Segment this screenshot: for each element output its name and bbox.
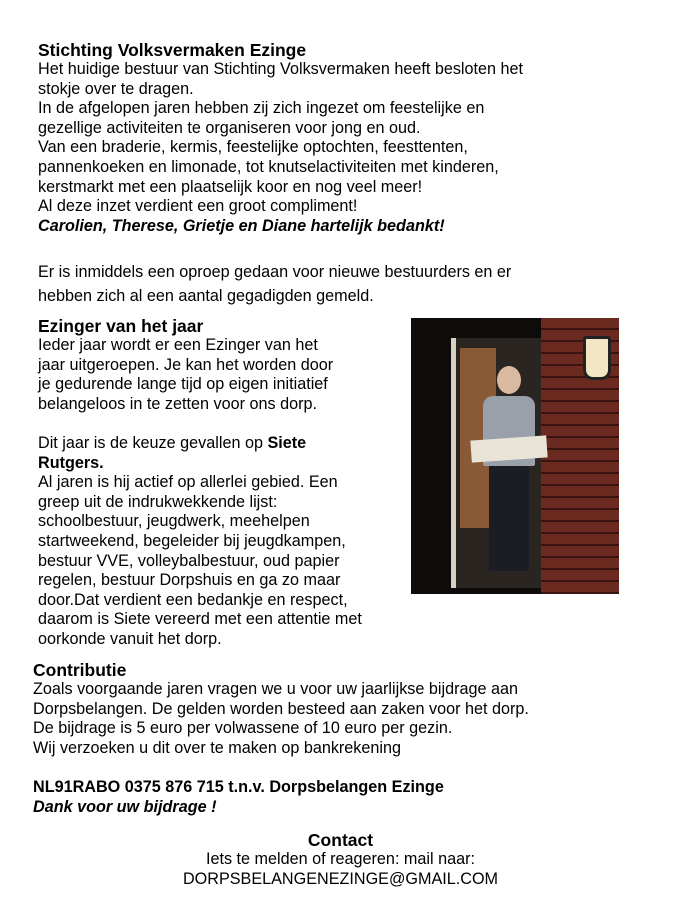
text-line: bestuur VVE, volleybalbestuur, oud papier: [38, 551, 340, 570]
choice-text: Dit jaar is de keuze gevallen op: [38, 433, 263, 452]
text-line: In de afgelopen jaren hebben zij zich ingezet om feestelijke en: [38, 99, 485, 118]
iban-line: NL91RABO 0375 876 715 t.n.v. Dorpsbelangen Ezinge: [33, 777, 444, 796]
text-line: hebben zich al een aantal gegadigden gemeld.: [38, 286, 374, 305]
text-line: gezellige activiteiten te organiseren voor jong en oud.: [38, 118, 421, 137]
text-line: daarom is Siete vereerd met een attentie met: [38, 610, 362, 629]
section-title: Stichting Volksvermaken Ezinge: [38, 40, 307, 60]
certificate: [470, 435, 547, 462]
winner-name-first: Siete: [267, 433, 307, 452]
section-ezinger-van-het-jaar: [38, 316, 423, 650]
section-title: Ezinger van het jaar: [38, 316, 204, 336]
text-line: Er is inmiddels een oproep gedaan voor nieuwe bestuurders en er: [38, 263, 512, 281]
text-line: Wij verzoeken u dit over te maken op bankrekening: [33, 738, 402, 757]
text-line: regelen, bestuur Dorpshuis en ga zo maar: [38, 571, 341, 590]
lamp-icon: [583, 336, 611, 380]
section-new-board: [38, 263, 678, 306]
text-line: Dorpsbelangen. De gelden worden besteed aan zaken voor het dorp.: [33, 699, 529, 718]
section-contributie: [33, 660, 673, 817]
text-line: Al jaren is hij actief op allerlei gebied. Een: [38, 473, 338, 492]
person-figure: [479, 366, 539, 576]
text-line: stokje over te dragen.: [38, 79, 194, 98]
text-line: jaar uitgeroepen. Je kan het worden door: [38, 355, 334, 374]
text-line: Zoals voorgaande jaren vragen we u voor uw jaarlijkse bijdrage aan: [33, 680, 519, 698]
text-line: greep uit de indrukwekkende lijst:: [38, 492, 278, 511]
thanks-line: Dank voor uw bijdrage !: [33, 797, 217, 816]
contact-email: DORPSBELANGENEZINGE@GMAIL.COM: [182, 869, 499, 888]
text-line: pannenkoeken en limonade, tot knutselactiviteiten met kinderen,: [38, 157, 499, 176]
text-line: De bijdrage is 5 euro per volwassene of 10 euro per gezin.: [33, 719, 453, 738]
text-line: startweekend, begeleider bij jeugdkampen,: [38, 531, 346, 550]
text-line: door.Dat verdient een bedankje en respect,: [38, 590, 348, 609]
winner-photo: [411, 318, 619, 594]
contact-line: Iets te melden of reageren: mail naar:: [205, 850, 476, 868]
section-contact: [0, 830, 681, 889]
text-line: je gedurende lange tijd op eigen initiatief: [38, 375, 328, 394]
text-line: schoolbestuur, jeugdwerk, meehelpen: [38, 512, 310, 531]
text-line: Van een braderie, kermis, feestelijke optochten, feesttenten,: [38, 138, 468, 157]
section-volksvermaken: [38, 40, 678, 236]
winner-name-last: Rutgers.: [38, 453, 104, 472]
text-line: Het huidige bestuur van Stichting Volksvermaken heeft besloten het: [38, 60, 524, 78]
text-line: Al deze inzet verdient een groot compliment!: [38, 197, 358, 216]
section-title: Contact: [307, 830, 374, 850]
choice-line: [38, 434, 423, 454]
section-title: Contributie: [33, 660, 127, 680]
text-line: oorkonde vanuit het dorp.: [38, 629, 222, 648]
text-line: kerstmarkt met een plaatselijk koor en nog veel meer!: [38, 177, 423, 196]
text-line: Ieder jaar wordt er een Ezinger van het: [38, 336, 318, 354]
text-line: belangeloos in te zetten voor ons dorp.: [38, 394, 317, 413]
thanks-line: Carolien, Therese, Grietje en Diane hartelijk bedankt!: [38, 216, 445, 235]
